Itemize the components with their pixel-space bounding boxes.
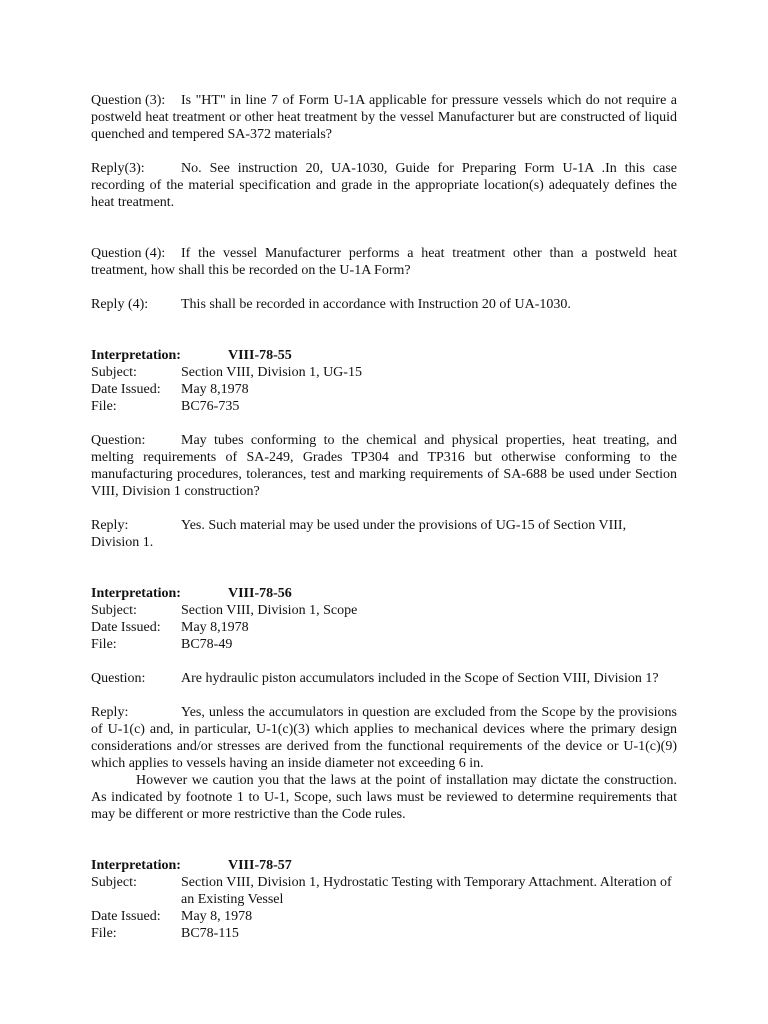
reply-3-label: Reply(3): xyxy=(91,161,145,176)
subject-row xyxy=(91,364,677,381)
date-issued-label: Date Issued: xyxy=(91,382,161,397)
date-issued-value: May 8,1978 xyxy=(181,620,249,635)
interpretation-viii-78-55 xyxy=(91,347,677,551)
question-4-text: If the vessel Manufacturer performs a heat treatment other than a postweld heat treatment, how shall this be recorded on the U-1A Form? xyxy=(91,246,677,278)
reply-4-label: Reply (4): xyxy=(91,297,149,312)
interpretation-id: VIII-78-56 xyxy=(228,586,292,601)
reply-4-text: This shall be recorded in accordance with Instruction 20 of UA-1030. xyxy=(181,297,571,312)
file-row xyxy=(91,925,677,942)
interpretation-reply xyxy=(91,517,677,551)
reply-text-line-1: Yes. Such material may be used under the provisions of UG-15 of Section VIII, xyxy=(181,518,627,533)
reply-3-text: No. See instruction 20, UA-1030, Guide for Preparing Form U-1A .In this case recording of the material specification and grade in the appropriate location(s) adequately defines the heat treatment. xyxy=(91,161,677,210)
reply-text-line-2: Division 1. xyxy=(91,535,154,550)
file-value: BC78-115 xyxy=(181,926,239,941)
interpretation-viii-78-56 xyxy=(91,585,677,823)
interpretation-label: Interpretation: xyxy=(91,348,181,363)
interpretation-id: VIII-78-57 xyxy=(228,858,292,873)
file-label: File: xyxy=(91,637,117,652)
question-3-label: Question (3): xyxy=(91,93,166,108)
reply-3 xyxy=(91,160,677,211)
question-text: Are hydraulic piston accumulators included in the Scope of Section VIII, Division 1? xyxy=(181,671,659,686)
file-label: File: xyxy=(91,926,117,941)
document-page xyxy=(91,92,677,942)
interpretation-label: Interpretation: xyxy=(91,858,181,873)
file-row xyxy=(91,398,677,415)
subject-value: Section VIII, Division 1, UG-15 xyxy=(181,365,362,380)
interpretation-reply xyxy=(91,704,677,772)
interpretation-id: VIII-78-55 xyxy=(228,348,292,363)
reply-4 xyxy=(91,296,677,313)
file-row xyxy=(91,636,677,653)
file-value: BC78-49 xyxy=(181,637,233,652)
caution-paragraph: However we caution you that the laws at the point of installation may dictate the construction. As indicated by footnote 1 to U-1, Scope, such laws must be reviewed to determine requirements that may be different or more restrictive than the Code rules. xyxy=(91,773,677,822)
question-4 xyxy=(91,245,677,279)
subject-value: Section VIII, Division 1, Scope xyxy=(181,603,358,618)
date-issued-label: Date Issued: xyxy=(91,909,161,924)
interpretation-viii-78-57 xyxy=(91,857,677,942)
interpretation-header xyxy=(91,585,677,602)
subject-value: Section VIII, Division 1, Hydrostatic Testing with Temporary Attachment. Alteration of an Existing Vessel xyxy=(181,875,672,907)
date-issued-label: Date Issued: xyxy=(91,620,161,635)
question-3-text: Is "HT" in line 7 of Form U-1A applicable for pressure vessels which do not require a postweld heat treatment or other heat treatment by the vessel Manufacturer but are constructed of liquid quenched and tempered SA-372 materials? xyxy=(91,93,677,142)
subject-label: Subject: xyxy=(91,875,137,890)
date-issued-value: May 8,1978 xyxy=(181,382,249,397)
reply-text: Yes, unless the accumulators in question are excluded from the Scope by the provisions of U-1(c) and, in particular, U-1(c)(3) which applies to mechanical devices where the primary design considerations and/or stresses are derived from the functional requirements of the device or U-1(c)(9) which applies to vessels having an inside diameter not exceeding 6 in. xyxy=(91,705,677,771)
subject-row xyxy=(91,602,677,619)
date-issued-value: May 8, 1978 xyxy=(181,909,253,924)
date-issued-row xyxy=(91,381,677,398)
interpretation-header xyxy=(91,857,677,874)
subject-label: Subject: xyxy=(91,365,137,380)
date-issued-row xyxy=(91,908,677,925)
question-4-label: Question (4): xyxy=(91,246,166,261)
question-label: Question: xyxy=(91,671,146,686)
question-text: May tubes conforming to the chemical and physical properties, heat treating, and melting requirements of SA-249, Grades TP304 and TP316 but otherwise conforming to the manufacturing procedures, tolerances, test and marking requirements of SA-688 be used under Section VIII, Division 1 construction? xyxy=(91,433,677,499)
question-3 xyxy=(91,92,677,143)
reply-label: Reply: xyxy=(91,518,129,533)
file-label: File: xyxy=(91,399,117,414)
interpretation-question xyxy=(91,670,677,687)
file-value: BC76-735 xyxy=(181,399,240,414)
date-issued-row xyxy=(91,619,677,636)
question-label: Question: xyxy=(91,433,146,448)
interpretation-label: Interpretation: xyxy=(91,586,181,601)
interpretation-header xyxy=(91,347,677,364)
subject-row xyxy=(91,874,677,908)
reply-label: Reply: xyxy=(91,705,129,720)
subject-label: Subject: xyxy=(91,603,137,618)
interpretation-question xyxy=(91,432,677,500)
